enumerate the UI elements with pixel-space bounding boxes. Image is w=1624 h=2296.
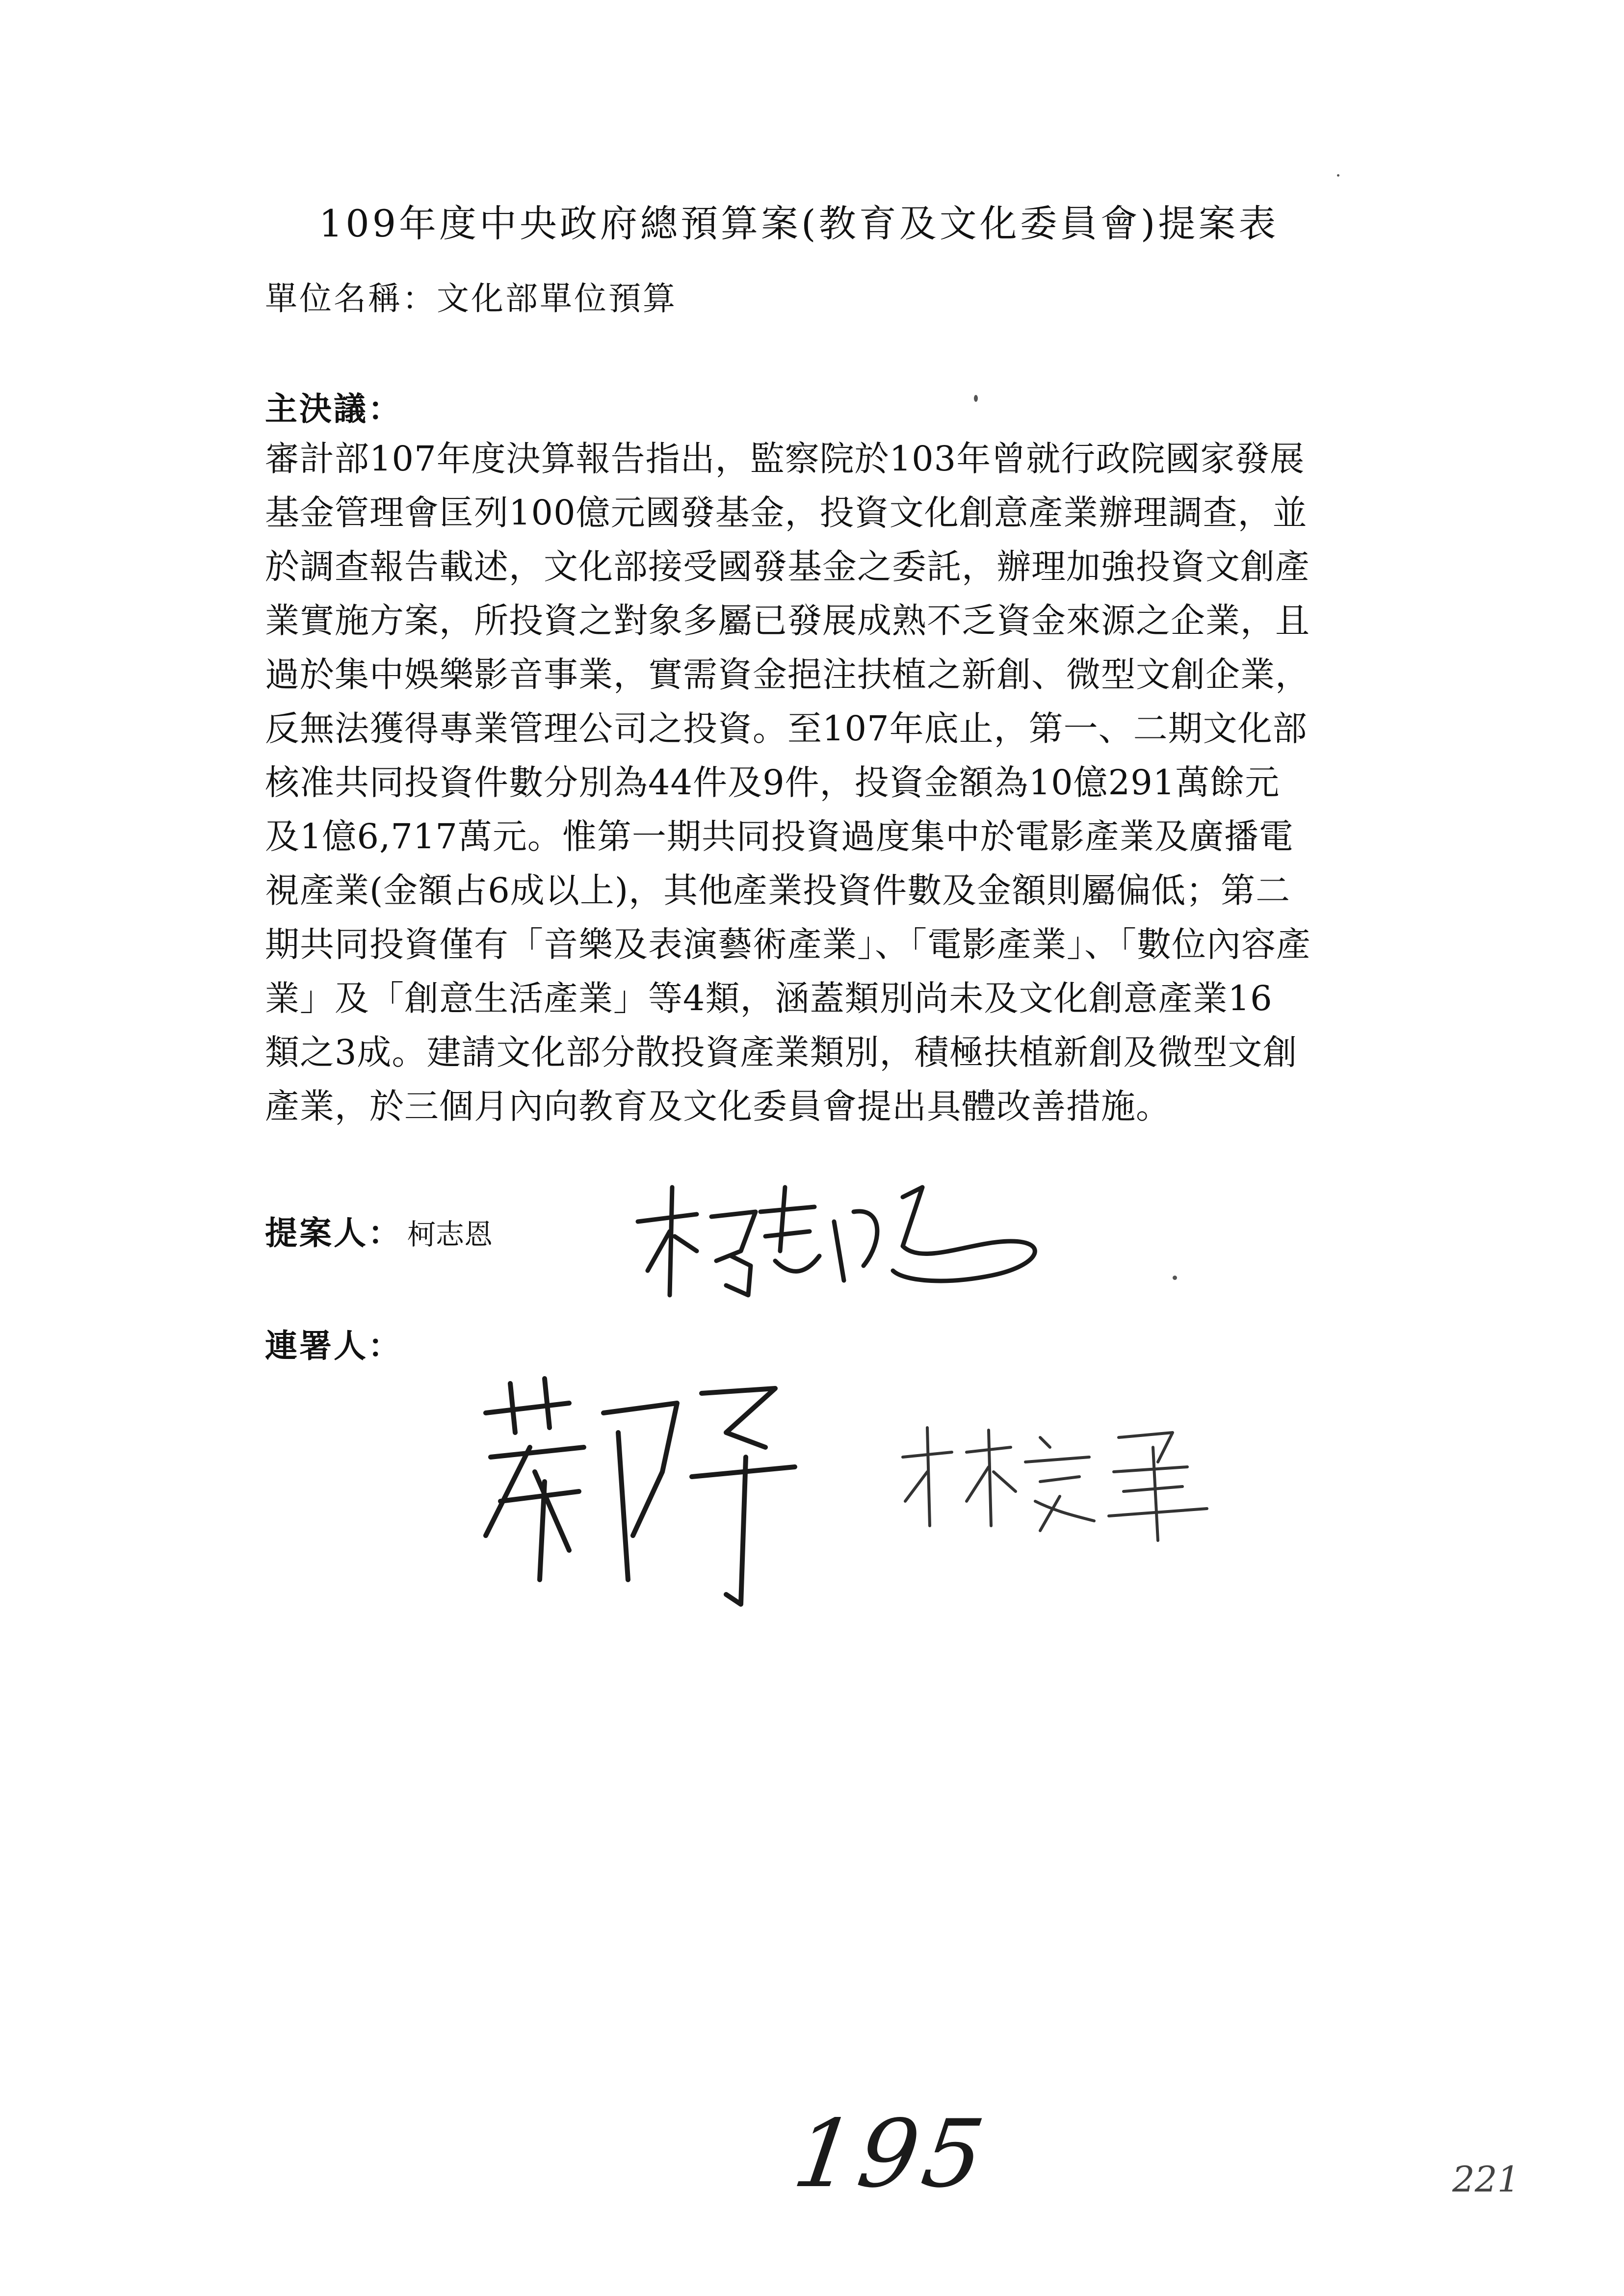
body-line: 業」及「創意生活產業」等4類，涵蓋類別尚未及文化創意產業16 (265, 978, 1273, 1018)
body-line: 產業，於三個月內向教育及文化委員會提出具體改善措施。 (265, 1086, 1171, 1126)
cosigner-signature (471, 1374, 814, 1648)
body-line: 及1億6,717萬元。惟第一期共同投資過度集中於電影產業及廣播電 (265, 816, 1294, 857)
page-number: 195 (787, 2100, 995, 2208)
unit-name: 單位名稱：文化部單位預算 (265, 280, 677, 317)
body-line: 視產業(金額占6成以上)，其他產業投資件數及金額則屬偏低；第二 (265, 870, 1291, 911)
body-line: 業實施方案，所投資之對象多屬已發展成熟不乏資金來源之企業，且 (265, 600, 1310, 641)
body-line: 期共同投資僅有「音樂及表演藝術產業」、「電影產業」、「數位內容產 (265, 924, 1311, 965)
resolution-body (265, 432, 1433, 1133)
scan-speck (974, 395, 978, 402)
body-line: 核准共同投資件數分別為44件及9件，投資金額為10億291萬餘元 (265, 762, 1280, 803)
proposer-name: 柯志恩 (407, 1218, 493, 1251)
proposer-signature (628, 1168, 1070, 1325)
body-line: 基金管理會匡列100億元國發基金，投資文化創意產業辦理調查，並 (265, 493, 1308, 533)
proposer-line (265, 1207, 493, 1253)
cosigner-signature (893, 1418, 1236, 1545)
body-line: 過於集中娛樂影音事業，實需資金挹注扶植之新創、微型文創企業， (265, 654, 1310, 695)
document-title: 109年度中央政府總預算案(教育及文化委員會)提案表 (319, 202, 1279, 245)
cosigner-label: 連署人： (265, 1327, 402, 1365)
proposer-label: 提案人： (265, 1214, 402, 1252)
body-line: 於調查報告載述，文化部接受國發基金之委託，辦理加強投資文創產 (265, 547, 1310, 587)
body-line: 反無法獲得專業管理公司之投資。至107年底止，第一、二期文化部 (265, 708, 1308, 749)
body-line: 審計部107年度決算報告指出，監察院於103年曾就行政院國家發展 (265, 439, 1305, 479)
scan-speck (1337, 174, 1339, 177)
scan-speck (1173, 1276, 1177, 1280)
corner-mark: 221 (1452, 2159, 1520, 2200)
body-line: 類之3成。建請文化部分散投資產業類別，積極扶植新創及微型文創 (265, 1032, 1298, 1072)
resolution-heading: 主決議： (265, 390, 402, 428)
